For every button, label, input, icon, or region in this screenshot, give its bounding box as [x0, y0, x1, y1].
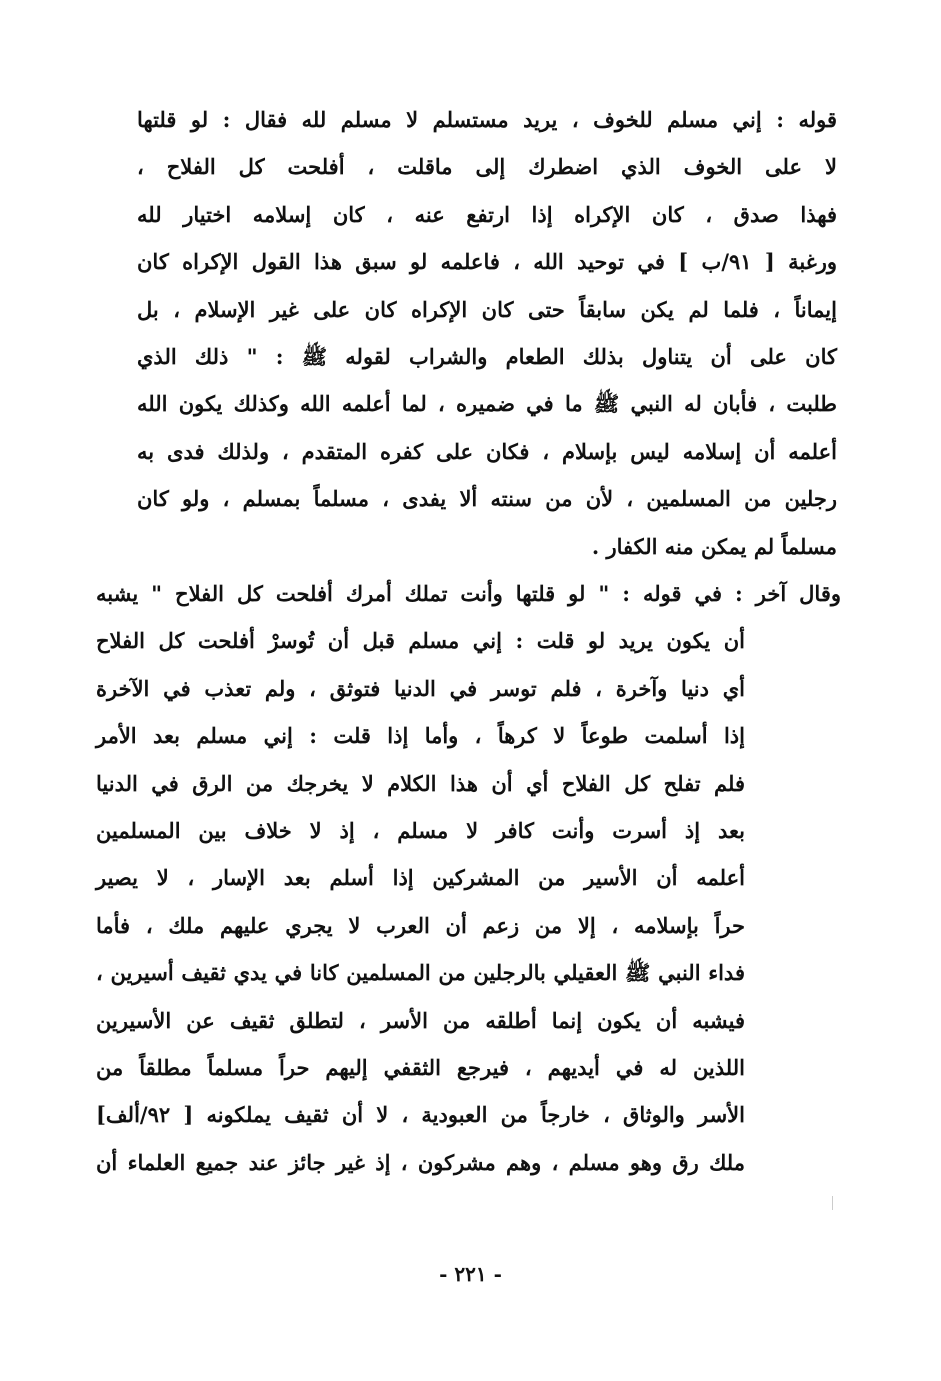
text-line: لا على الخوف الذي اضطرك إلى ماقلت ، أفلحت كل الفلاح ، — [137, 154, 837, 180]
text-line: إيماناً ، فلما لم يكن سابقاً حتى كان الإكراه كان على غير الإسلام ، بل — [137, 296, 837, 322]
text-line: إذا أسلمت طوعاً لا كرهاً ، وأما إذا قلت : إني مسلم بعد الأمر — [96, 723, 745, 749]
text-line: أي دنيا وآخرة ، فلم توسر في الدنيا فتوثق ، ولم تعذب في الآخرة — [96, 675, 746, 701]
text-line: ورغبة [ ٩١/ب ] في توحيد الله ، فاعلمه لو سبق هذا القول الإكراه كان — [137, 249, 837, 275]
paragraph-1 — [137, 96, 837, 570]
text-line: أعلمه أن إسلامه ليس بإسلام ، فكان على كفره المتقدم ، ولذلك فدى به — [137, 438, 837, 464]
text-line: طلبت ، فأبان له النبي ﷺ ما في ضميره ، لما أعلمه الله وكذلك يكون الله — [137, 391, 837, 417]
text-line: ملك رق وهو مسلم ، وهم مشركون ، إذ غير جائز عند جميع العلماء أن — [96, 1149, 745, 1175]
text-line: فيشبه أن يكون إنما أطلقه من الأسر ، لتطلق ثقيف عن الأسيرين — [96, 1007, 745, 1033]
text-line: وقال آخر : في قوله : " لو قلتها وأنت تملك أمرك أفلحت كل الفلاح " يشبه — [96, 581, 841, 606]
text-line: فهذا صدق ، كان الإكراه إذا ارتفع عنه ، كان إسلامه اختيار لله — [137, 201, 837, 227]
text-line: بعد إذ أسرت وأنت كافر لا مسلم ، إذ لا خلاف بين المسلمين — [96, 817, 745, 843]
text-line: أن يكون يريد لو قلت : إني مسلم قبل أن تُوسرْ أفلحت كل الفلاح — [96, 628, 745, 654]
text-line: اللذين له في أيديهم ، فيرجع الثقفي إليهم حراً مسلماً مطلقاً من — [96, 1054, 745, 1080]
text-line: أعلمه أن الأسير من المشركين إذا أسلم بعد الإسار ، لا يصير — [96, 865, 745, 891]
text-line: فلم تفلح كل الفلاح أي أن هذا الكلام لا يخرجك من الرق في الدنيا — [96, 770, 745, 796]
page-number: - ٢٢١ - — [439, 1262, 502, 1286]
paragraph-2 — [96, 570, 841, 1186]
text-line: مسلماً لم يمكن منه الكفار . — [591, 533, 837, 559]
margin-mark — [832, 1196, 833, 1210]
text-line: كان على أن يتناول بذلك الطعام والشراب لقوله ﷺ : " ذلك الذي — [137, 343, 837, 369]
text-line: رجلين من المسلمين ، لأن من سنته ألا يفدى ، مسلماً بمسلم ، ولو كان — [137, 486, 837, 512]
text-line: الأسر والوثاق ، خارجاً من العبودية ، لا أن ثقيف يملكونه [ ٩٢/ألف] — [96, 1102, 745, 1128]
text-line: فداء النبي ﷺ العقيلي بالرجلين من المسلمين كانا في يدي ثقيف أسيرين ، — [96, 960, 745, 986]
text-line: حراً بإسلامه ، إلا من زعم أن العرب لا يجري عليهم ملك ، فأما — [96, 912, 745, 938]
text-line: قوله : إني مسلم للخوف ، يريد مستسلم لا مسلم لله فقال : لو قلتها — [137, 107, 837, 132]
